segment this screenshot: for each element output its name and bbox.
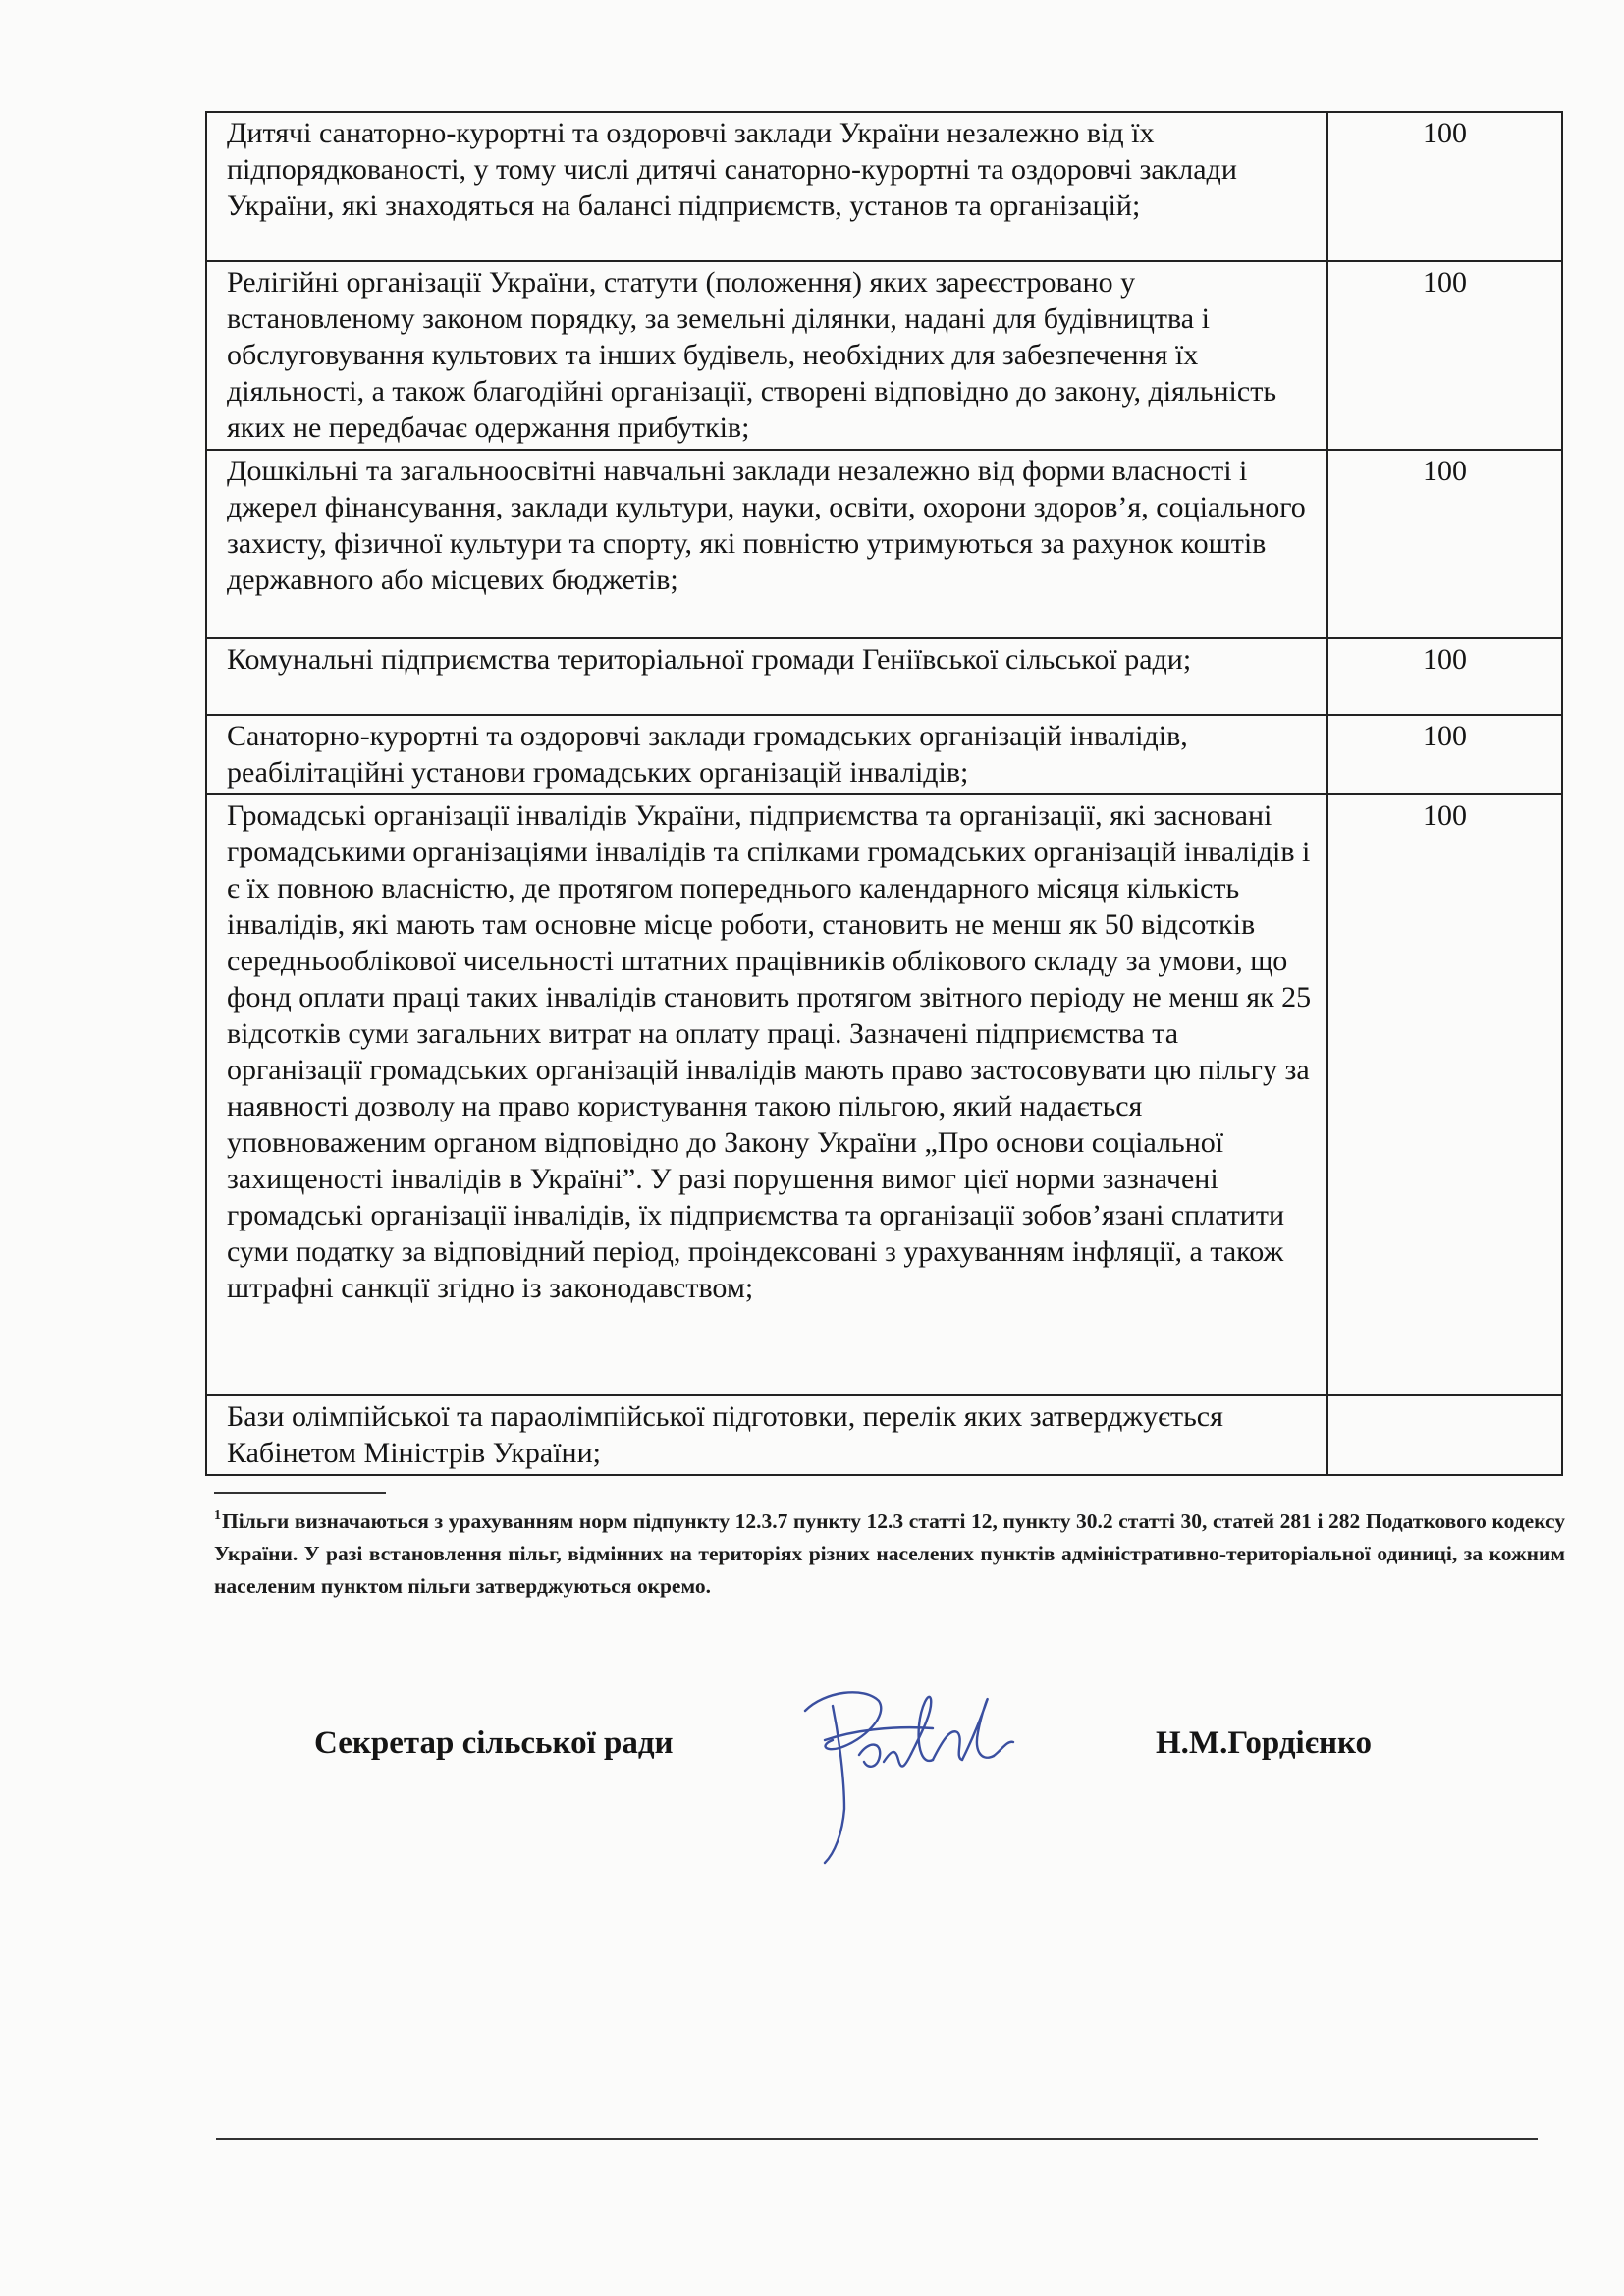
category-cell: Санаторно-курортні та оздоровчі заклади громадських організацій інвалідів, реабілітаційні установи громадських організацій інвалідів; bbox=[206, 715, 1327, 794]
table-row bbox=[206, 261, 1562, 450]
category-cell: Громадські організації інвалідів України, підприємства та організації, які засновані громадськими організаціями інвалідів та спілками громадських організацій інвалідів і є їх повною власністю, де протягом попереднього календарного місяця кількість інвалідів, які мають там основне місце роботи, становить не менш як 50 відсотків середньооблікової чисельності штатних працівників облікового складу за умови, що фонд оплати праці таких інвалідів становить протягом звітного періоду не менш як 25 відсотків суми загальних витрат на оплату праці. Зазначені підприємства та організації громадських організацій інвалідів мають право застосовувати цю пільгу за наявності дозволу на право користування такою пільгою, який надається уповноваженим органом відповідно до Закону України „Про основи соціальної захищеності інвалідів в Україні”. У разі порушення вимог цієї норми зазначені громадські організації інвалідів, їх підприємства та організації зобов’язані сплатити суми податку за відповідний період, проіндексовані з урахуванням інфляції, а також штрафні санкції згідно із законодавством; bbox=[206, 794, 1327, 1395]
table-row bbox=[206, 794, 1562, 1395]
signatory-role: Секретар сільської ради bbox=[314, 1725, 674, 1761]
percent-cell: 100 bbox=[1327, 112, 1562, 261]
footnote bbox=[214, 1492, 1565, 1603]
bottom-divider bbox=[216, 2138, 1538, 2140]
category-cell: Бази олімпійської та параолімпійської підготовки, перелік яких затверджується Кабінетом Міністрів України; bbox=[206, 1395, 1327, 1475]
footnote-body: Пільги визначаються з урахуванням норм підпункту 12.3.7 пункту 12.3 статті 12, пункту 30.2 статті 30, статей 281 і 282 Податкового кодексу України. У разі встановлення пільг, відмінних на територіях різних населених пунктів адміністративно-територіальної одиниці, за кожним населеним пунктом пільги затверджуються окремо. bbox=[214, 1509, 1565, 1598]
handwritten-signature bbox=[785, 1671, 1041, 1868]
category-cell: Комунальні підприємства територіальної громади Геніївської сільської ради; bbox=[206, 638, 1327, 715]
category-cell: Релігійні організації України, статути (положення) яких зареєстровано у встановленому законом порядку, за земельні ділянки, надані для будівництва і обслуговування культових та інших будівель, необхідних для забезпечення їх діяльності, а також благодійні організації, створені відповідно до закону, діяльність яких не передбачає одержання прибутків; bbox=[206, 261, 1327, 450]
table-row bbox=[206, 112, 1562, 261]
table-row bbox=[206, 1395, 1562, 1475]
table-row bbox=[206, 638, 1562, 715]
table-row bbox=[206, 715, 1562, 794]
percent-cell: 100 bbox=[1327, 450, 1562, 638]
percent-cell: 100 bbox=[1327, 794, 1562, 1395]
percent-cell: 100 bbox=[1327, 715, 1562, 794]
category-cell: Дошкільні та загальноосвітні навчальні заклади незалежно від форми власності і джерел фінансування, заклади культури, науки, освіти, охорони здоров’я, соціального захисту, фізичної культури та спорту, які повністю утримуються за рахунок коштів державного або місцевих бюджетів; bbox=[206, 450, 1327, 638]
footnote-divider bbox=[214, 1492, 386, 1494]
benefits-table bbox=[205, 111, 1563, 1476]
category-cell: Дитячі санаторно-курортні та оздоровчі заклади України незалежно від їх підпорядкованості, у тому числі дитячі санаторно-курортні та оздоровчі заклади України, які знаходяться на балансі підприємств, установ та організацій; bbox=[206, 112, 1327, 261]
signatory-name: Н.М.Гордієнко bbox=[1156, 1725, 1373, 1761]
footnote-marker: 1 bbox=[214, 1508, 221, 1523]
percent-cell: 100 bbox=[1327, 638, 1562, 715]
table-row bbox=[206, 450, 1562, 638]
percent-cell: 100 bbox=[1327, 261, 1562, 450]
footnote-text-block bbox=[214, 1500, 1565, 1603]
percent-cell bbox=[1327, 1395, 1562, 1475]
